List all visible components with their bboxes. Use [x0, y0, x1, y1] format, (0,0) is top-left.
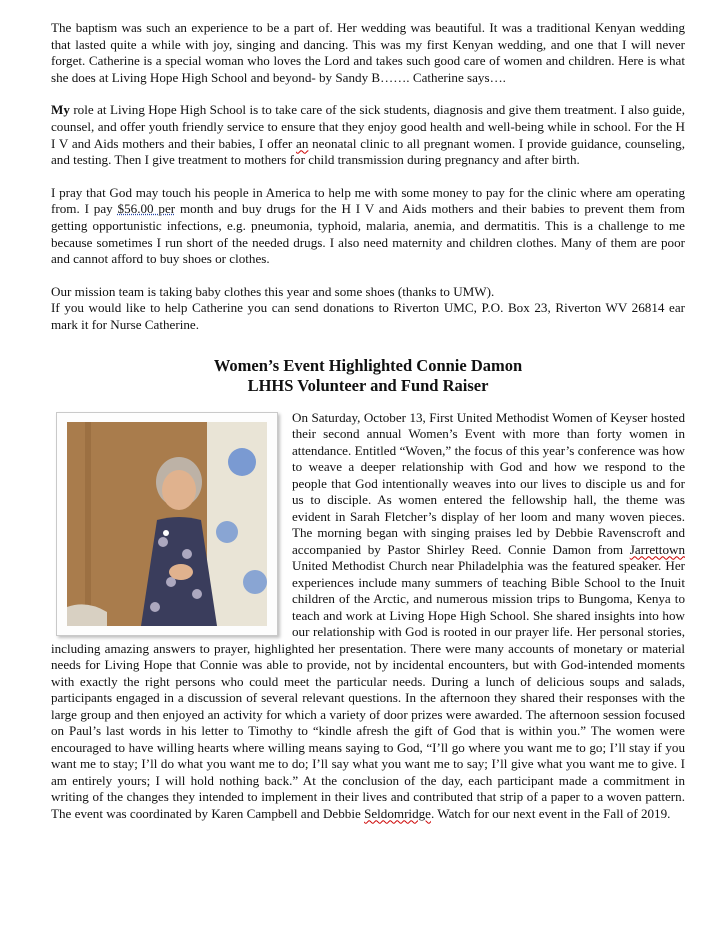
- article-title: [51, 356, 685, 396]
- photo-blouse-dot: [192, 589, 202, 599]
- woman-speaking-photo: [67, 422, 267, 626]
- photo-badge: [163, 530, 169, 536]
- photo-hands: [169, 564, 193, 580]
- grammar-flag-price: $56.00 per: [117, 201, 176, 217]
- spelling-flag-jarrettown: Jarrettown: [629, 541, 685, 557]
- article-text-c: . Watch for our next event in the Fall of 2019.: [430, 805, 671, 821]
- article-body: [51, 410, 685, 823]
- intro-paragraph-3: [51, 185, 685, 268]
- intro-paragraph-2: [51, 102, 685, 168]
- photo-blouse-dot: [150, 602, 160, 612]
- photo-face: [162, 470, 196, 510]
- intro-paragraph-3-text-b: month and buy drugs for the H I V and Aids mothers and their babies to prevent them from getting opportunistic infections, e.g. pneumonia, typhoid, malaria, anemia, and dermatitis. This is a challenge to me because sometimes I run short of the needed drugs. I also need maternity and children clothes. Many of them are poor and cannot afford to buy shoes or clothes.: [51, 201, 685, 267]
- photo-screen-flower: [216, 521, 238, 543]
- intro-paragraph-2-lead: My: [51, 102, 70, 118]
- article-title-line-1: Women’s Event Highlighted Connie Damon: [213, 355, 523, 375]
- spelling-flag-seldomridge: Seldomridge: [364, 805, 431, 821]
- photo-blouse-dot: [182, 549, 192, 559]
- intro-paragraph-1: The baptism was such an experience to be a part of. Her wedding was beautiful. It was a traditional Kenyan wedding that lasted quite a while with joy, singing and dancing. This was my first Kenyan wedding, and one that I will never forget. Catherine is a special woman who loves the Lord and takes such good care of women and children. Here is what she does at Living Hope High School and beyond- by Sandy B……. Catherine says….: [51, 20, 685, 85]
- photo-screen-flower: [228, 448, 256, 476]
- photo-screen-flower: [243, 570, 267, 594]
- intro-paragraph-5: If you would like to help Catherine you can send donations to Riverton UMC, P.O. Box 23, Riverton WV 26814 ear mark it for Nurse Catherine.: [51, 300, 685, 332]
- intro-paragraph-4: Our mission team is taking baby clothes this year and some shoes (thanks to UMW).: [51, 283, 495, 299]
- photo-wall-panel: [85, 422, 91, 626]
- photo-blouse-dot: [158, 537, 168, 547]
- spelling-flag-an: an: [296, 135, 309, 151]
- intro-paragraph-2-text-b: neonatal clinic to all pregnant women. I provide guidance, counseling, and testing. Then I give treatment to mothers for child transmission during pregnancy and after birth.: [51, 135, 685, 168]
- speaker-photo-frame: [56, 412, 278, 636]
- intro-paragraph-2-text-a: role at Living Hope High School is to take care of the sick students, diagnosis and give them treatment. I also guide, counsel, and offer youth friendly service to ensure that they enjoy good health and well-being while in school. For the H I V and Aids mothers and their babies, I offer: [51, 102, 685, 151]
- article-title-line-2: LHHS Volunteer and Fund Raiser: [247, 375, 489, 395]
- intro-paragraph-3-text-a: I pray that God may touch his people in America to help me with some money to pay for the clinic where am operating from. I pay: [51, 184, 685, 217]
- article-text-b: United Methodist Church near Philadelphia was the featured speaker. Her experiences include many summers of teaching Bible School to the Inuit children of the Arctic, and numerous mission trips to Bungoma, Kenya to teach and work at Living Hope High School. She shared insights into how our relationship with God is rooted in our prayer life. Her personal stories, including amazing answers to prayer, highlighted her presentation. There were many accounts of monetary or material needs for Living Hope that Connie was able to provide, not by incidental encounters, but with God-intended moments with exactly the right persons who could meet the particular needs. During a lunch of delicious soups and salads, participants engaged in a discussion of several relevant questions. In the afternoon they shared their responses with the large group and then enjoyed an activity for which a variety of door prizes were awarded. The afternoon session focused on Paul’s last words in his letter to Timothy to “kindle afresh the gift of God that is within you.” The women were encouraged to have willing hearts where willing means saying to God, “I’ll go where you want me to go; I’ll stay if you want me to stay; I’ll do what you want me to do; I’ll say what you want me to say; I’ll give what you want me to give. I am entirely yours; I will hold nothing back.” At the conclusion of the day, each participant made a commitment in writing of the changes they intended to implement in their lives and contributed that strip of a paper to a woven pattern. The event was coordinated by Karen Campbell and Debbie: [51, 558, 685, 821]
- article-text-a: On Saturday, October 13, First United Methodist Women of Keyser hosted their second annual Women’s Event with more than forty women in attendance. Entitled “Woven,” the focus of this year’s conference was how to weave a deeper relationship with God and how we respond to the people that God intentionally weaves into our lives to disciple us and for us to disciple. As women entered the fellowship hall, the theme was evident in Sarah Fletcher’s display of her loom and many woven pieces. The morning began with singing praises led by Debbie Ravenscroft and accompanied by Pastor Shirley Reed. Connie Damon from: [292, 409, 685, 557]
